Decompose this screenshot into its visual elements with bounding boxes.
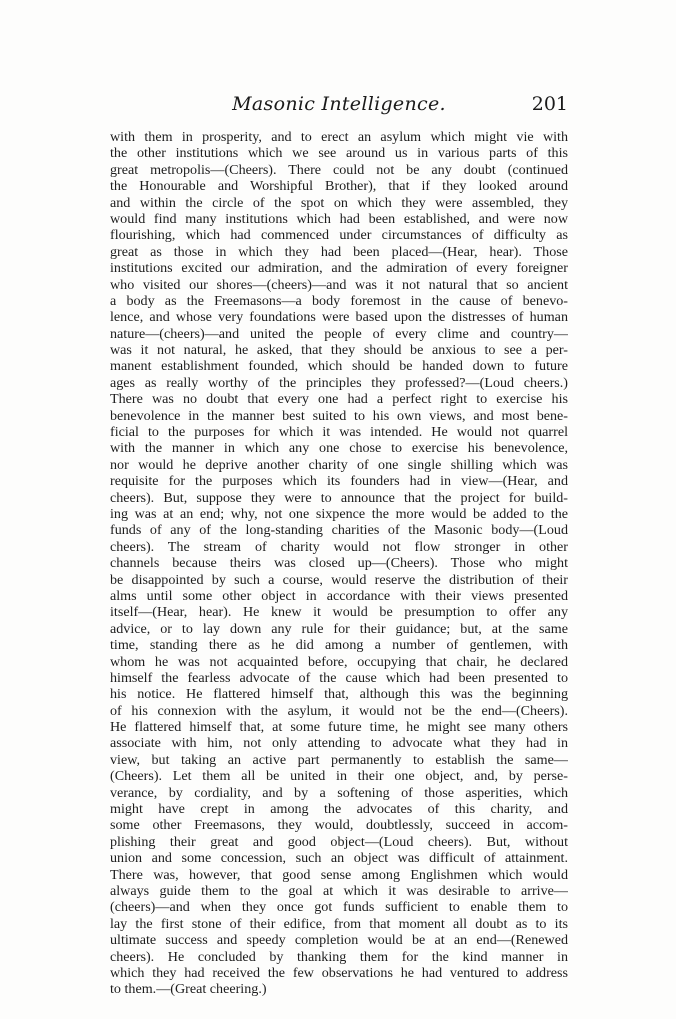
text-line: great as those in which they had been placed—(Hear, hear). Those xyxy=(110,243,568,260)
text-line: to them.—(Great cheering.) xyxy=(110,981,267,998)
text-line: ficial to the purposes for which it was intended. He would not quarrel xyxy=(110,424,568,441)
running-title: Masonic Intelligence. xyxy=(232,93,446,115)
text-line: great metropolis—(Cheers). There could not be any doubt (continued xyxy=(110,161,568,178)
text-line: cheers). He concluded by thanking them for the kind manner in xyxy=(110,948,568,965)
text-line: whom he was not acquainted before, occupying that chair, he declared xyxy=(110,653,568,670)
text-line: nor would he deprive another charity of one single shilling which was xyxy=(110,456,568,473)
text-line: ages as really worthy of the principles they professed?—(Loud cheers.) xyxy=(110,374,568,391)
text-line: (cheers)—and when they once got funds sufficient to enable them to xyxy=(110,899,568,916)
body-text xyxy=(110,129,568,998)
text-line: plishing their great and good object—(Loud cheers). But, without xyxy=(110,833,568,850)
text-line: the Honourable and Worshipful Brother), that if they looked around xyxy=(110,178,568,195)
text-line: flourishing, which had commenced under circumstances of difficulty as xyxy=(110,227,568,244)
text-line: He flattered himself that, at some future time, he might see many others xyxy=(110,719,568,736)
text-line: ultimate success and speedy completion would be at an end—(Renewed xyxy=(110,932,568,949)
text-line: alms until some other object in accordance with their views presented xyxy=(110,587,568,604)
text-line: might have crept in among the advocates of this charity, and xyxy=(110,801,568,818)
text-line: verance, by cordiality, and by a softening of those asperities, which xyxy=(110,784,568,801)
text-line: nature—(cheers)—and united the people of every clime and country— xyxy=(110,325,568,342)
text-line: funds of any of the long-standing charities of the Masonic body—(Loud xyxy=(110,522,568,539)
text-line: institutions excited our admiration, and the admiration of every foreigner xyxy=(110,260,568,277)
text-line: some other Freemasons, they would, doubtlessly, succeed in accom- xyxy=(110,817,568,834)
text-line: cheers). But, suppose they were to announce that the project for build- xyxy=(110,489,568,506)
text-line: lence, and whose very foundations were based upon the distresses of human xyxy=(110,309,568,326)
text-line: ing was at an end; why, not one sixpence the more would be added to the xyxy=(110,505,568,522)
text-line: his notice. He flattered himself that, although this was the beginning xyxy=(110,686,568,703)
page-number: 201 xyxy=(531,93,568,115)
text-line: of his connexion with the asylum, it would not be the end—(Cheers). xyxy=(110,702,568,719)
text-line: with the manner in which any one chose to exercise his benevolence, xyxy=(110,440,568,457)
text-line: manent establishment founded, which should be handed down to future xyxy=(110,358,568,375)
text-line: advice, or to lay down any rule for their guidance; but, at the same xyxy=(110,620,568,637)
text-line: and within the circle of the spot on which they were assembled, they xyxy=(110,194,568,211)
text-line: union and some concession, such an object was difficult of attainment. xyxy=(110,850,568,867)
text-line: be disappointed by such a course, would reserve the distribution of their xyxy=(110,571,568,588)
text-line: (Cheers). Let them all be united in their one object, and, by perse- xyxy=(110,768,568,785)
text-line: himself the fearless advocate of the cause which had been presented to xyxy=(110,669,568,686)
text-line: who visited our shores—(cheers)—and was it not natural that so ancient xyxy=(110,276,568,293)
text-line: time, standing there as he did among a number of gentlemen, with xyxy=(110,637,568,654)
text-line: itself—(Hear, hear). He knew it would be presumption to offer any xyxy=(110,604,568,621)
text-line: There was, however, that good sense among Englishmen which would xyxy=(110,866,568,883)
text-line: lay the first stone of their edifice, from that moment all doubt as to its xyxy=(110,915,568,932)
text-line: view, but taking an active part permanently to establish the same— xyxy=(110,751,568,768)
text-line: benevolence in the manner best suited to his own views, and most bene- xyxy=(110,407,568,424)
text-line: which they had received the few observations he had ventured to address xyxy=(110,964,568,981)
text-line: would find many institutions which had been established, and were now xyxy=(110,210,568,227)
text-line: associate with him, not only attending to advocate what they had in xyxy=(110,735,568,752)
running-head xyxy=(110,93,568,121)
text-line: requisite for the purposes which its founders had in view—(Hear, and xyxy=(110,473,568,490)
text-line: cheers). The stream of charity would not flow stronger in other xyxy=(110,538,568,555)
text-line: was it not natural, he asked, that they should be anxious to see a per- xyxy=(110,342,568,359)
text-line: always guide them to the goal at which it was desirable to arrive— xyxy=(110,882,568,899)
text-line: with them in prosperity, and to erect an asylum which might vie with xyxy=(110,129,568,145)
text-line: There was no doubt that every one had a perfect right to exercise his xyxy=(110,391,568,408)
text-line: the other institutions which we see around us in various parts of this xyxy=(110,145,568,162)
text-line: channels because theirs was closed up—(Cheers). Those who might xyxy=(110,555,568,572)
text-line: a body as the Freemasons—a body foremost in the cause of benevo- xyxy=(110,292,568,309)
